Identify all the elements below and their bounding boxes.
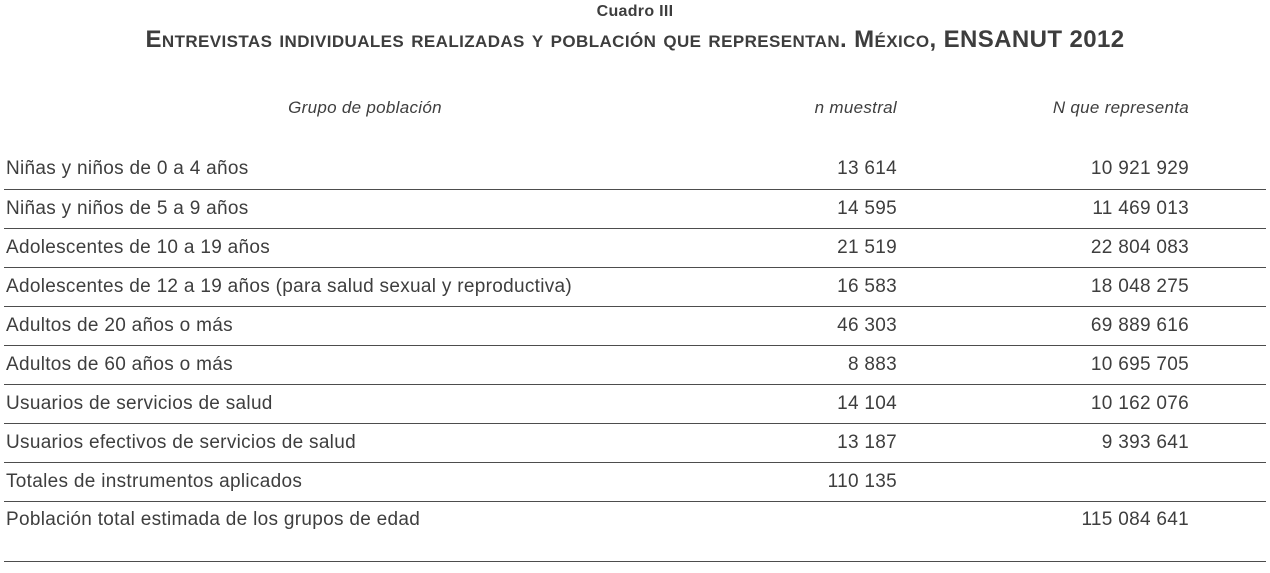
cell-n-muestral: 16 583 — [644, 267, 897, 306]
cell-grupo: Adultos de 20 años o más — [4, 306, 644, 345]
cell-n-muestral: 13 187 — [644, 423, 897, 462]
cell-n-muestral: 14 104 — [644, 384, 897, 423]
column-header-grupo: Grupo de población — [288, 98, 442, 117]
cell-n-muestral — [644, 501, 897, 561]
cell-n-muestral: 46 303 — [644, 306, 897, 345]
cell-n-muestral: 14 595 — [644, 189, 897, 228]
table-caption-title: Entrevistas individuales realizadas y población que representan. México, ENSANUT 2012 — [145, 26, 1125, 53]
cell-grupo: Población total estimada de los grupos de edad — [4, 501, 644, 561]
cell-grupo: Totales de instrumentos aplicados — [4, 462, 644, 501]
table-row — [4, 189, 1266, 228]
cell-n-muestral: 13 614 — [644, 150, 897, 189]
cell-grupo: Adultos de 60 años o más — [4, 345, 644, 384]
cell-grupo: Niñas y niños de 0 a 4 años — [4, 150, 644, 189]
table-caption — [0, 0, 1270, 54]
table-header-row — [4, 74, 1266, 150]
table-row — [4, 150, 1266, 189]
cell-n-representa: 69 889 616 — [897, 306, 1266, 345]
cell-n-muestral: 21 519 — [644, 228, 897, 267]
table-row — [4, 228, 1266, 267]
cell-n-representa: 10 162 076 — [897, 384, 1266, 423]
cell-n-representa: 9 393 641 — [897, 423, 1266, 462]
column-header-n-muestral: n muestral — [814, 98, 897, 117]
cell-n-representa: 115 084 641 — [897, 501, 1266, 561]
cell-n-representa: 22 804 083 — [897, 228, 1266, 267]
column-header-n-representa: N que representa — [1052, 98, 1189, 117]
cell-grupo: Usuarios de servicios de salud — [4, 384, 644, 423]
cell-n-representa: 18 048 275 — [897, 267, 1266, 306]
cell-grupo: Usuarios efectivos de servicios de salud — [4, 423, 644, 462]
table-row — [4, 501, 1266, 561]
table-header — [4, 74, 1266, 150]
cell-grupo: Niñas y niños de 5 a 9 años — [4, 189, 644, 228]
data-table — [4, 74, 1266, 562]
cell-n-representa: 11 469 013 — [897, 189, 1266, 228]
table-row — [4, 306, 1266, 345]
table-caption-label: Cuadro III — [596, 3, 674, 20]
cell-n-representa — [897, 462, 1266, 501]
cell-grupo: Adolescentes de 12 a 19 años (para salud sexual y reproductiva) — [4, 267, 644, 306]
cell-n-representa: 10 921 929 — [897, 150, 1266, 189]
table-row — [4, 345, 1266, 384]
table-row — [4, 384, 1266, 423]
cell-n-representa: 10 695 705 — [897, 345, 1266, 384]
table-row — [4, 462, 1266, 501]
table-row — [4, 267, 1266, 306]
cell-n-muestral: 110 135 — [644, 462, 897, 501]
cell-n-muestral: 8 883 — [644, 345, 897, 384]
cell-grupo: Adolescentes de 10 a 19 años — [4, 228, 644, 267]
table-row — [4, 423, 1266, 462]
